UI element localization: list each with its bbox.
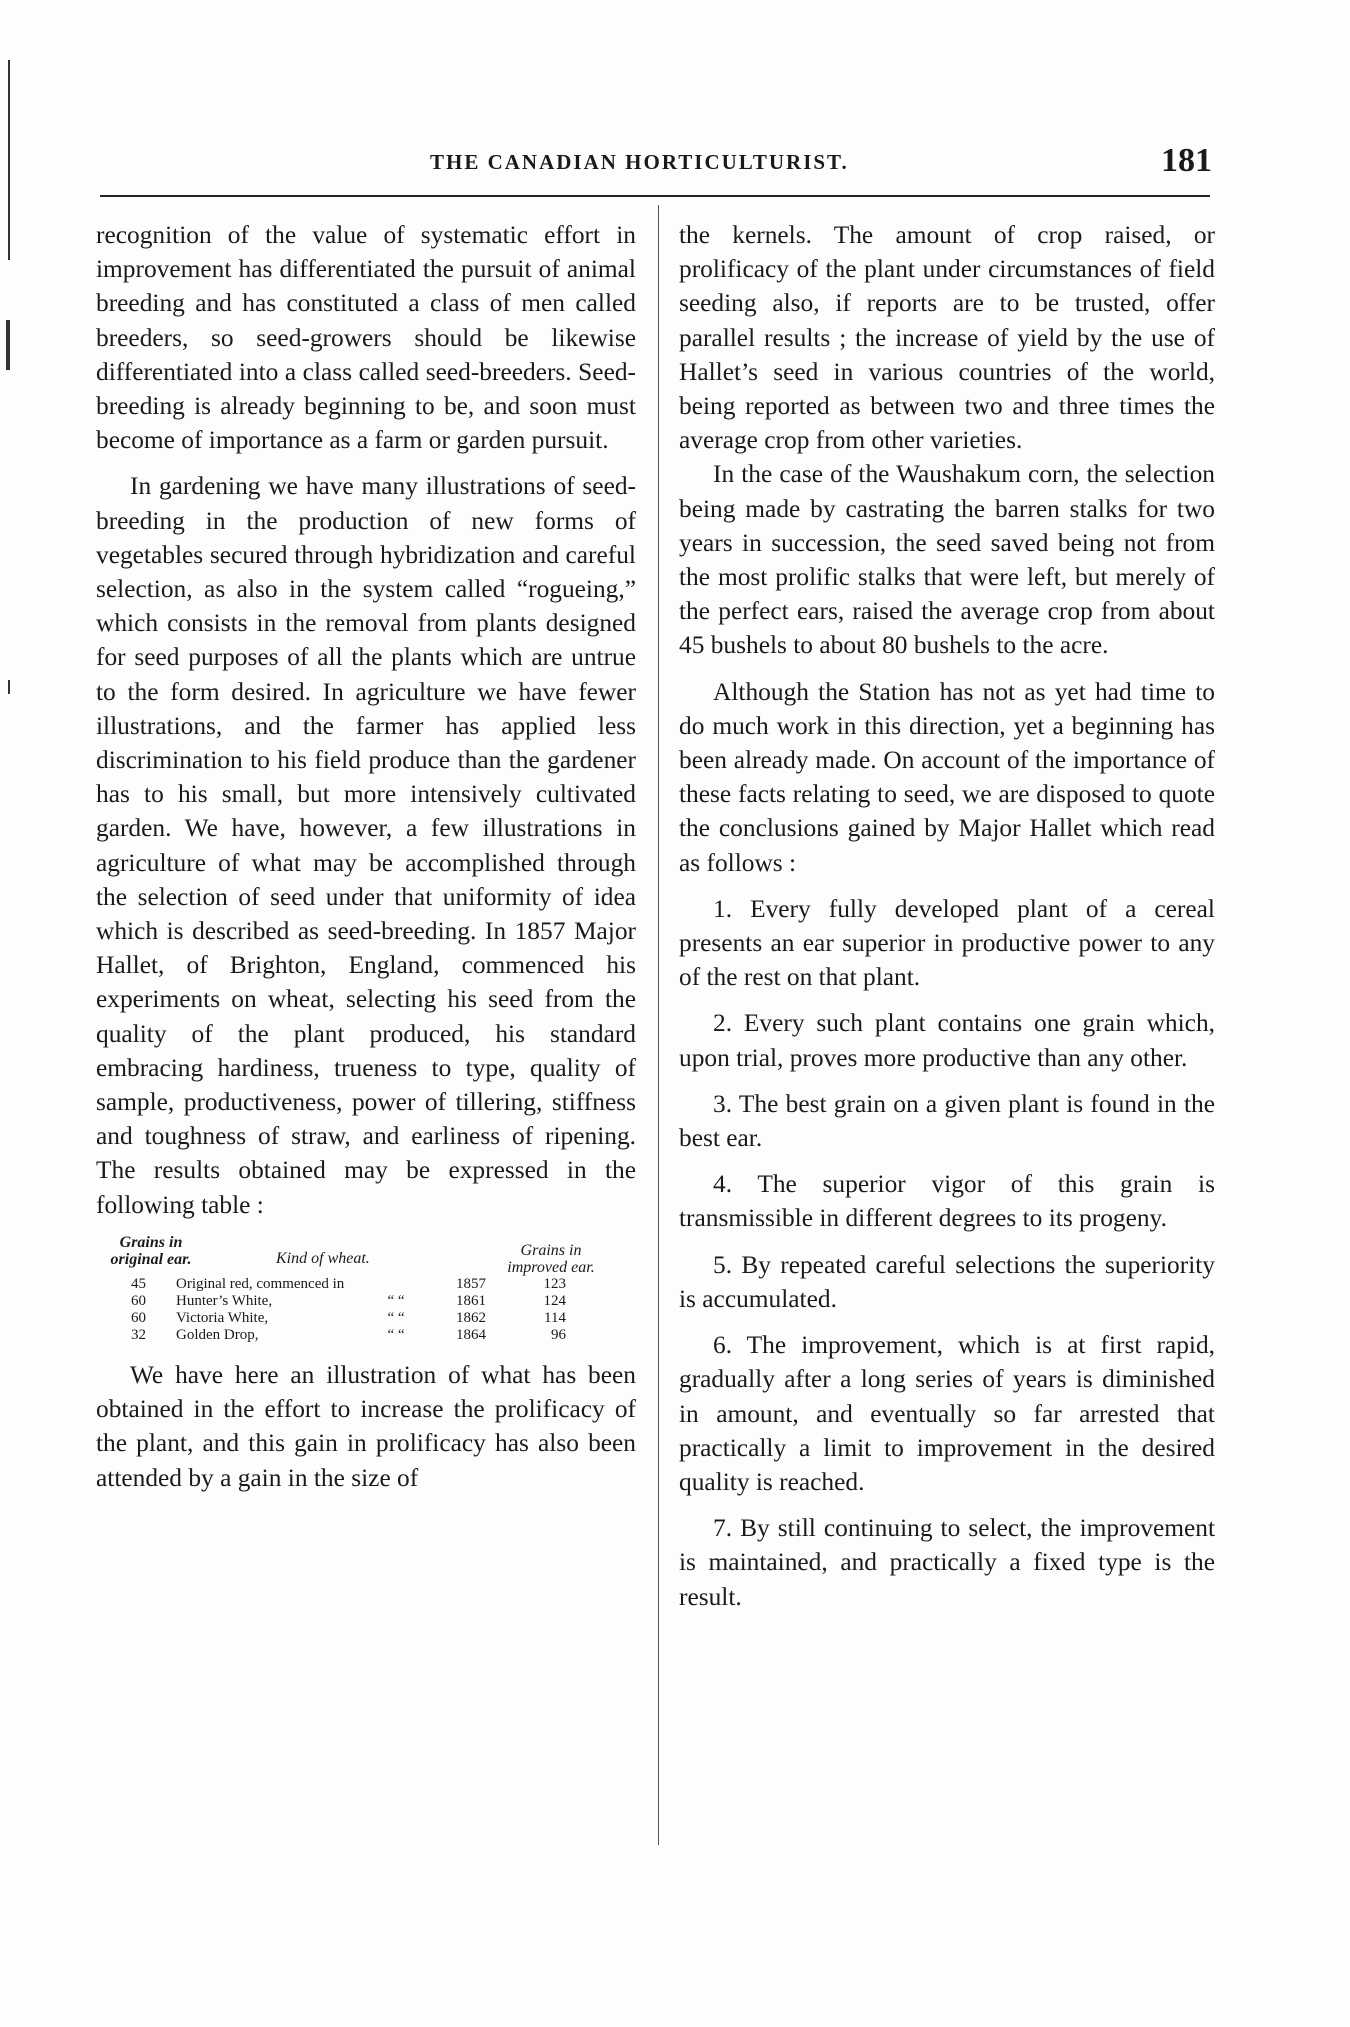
- header-kind-of-wheat: Kind of wheat.: [276, 1249, 370, 1267]
- wheat-table: [96, 1230, 636, 1344]
- cell-improved: 96: [551, 1326, 566, 1343]
- margin-scan-mark: [8, 680, 10, 694]
- paragraph: We have here an illustration of what has been obtained in the effort to increase the prolificacy of the plant, and this gain in prolificacy has also been attended by a gain in the size of: [96, 1360, 636, 1492]
- table-header: [96, 1230, 636, 1276]
- paragraph: In the case of the Waushakum corn, the selection being made by castrating the barren stalks for two years in succession, the seed saved being not from the most prolific stalks that were left, but merely of the perfect ears, raised the average crop from about 45 bushels to about 80 bushels to the acre.: [679, 460, 1215, 660]
- cell-original: 32: [131, 1326, 146, 1343]
- margin-scan-mark: [6, 320, 10, 370]
- paragraph: In gardening we have many illustrations of seed-breeding in the production of new forms of vegetables secured through hybridization and careful selection, as also in the system called “rogueing,” which consists in the removal from plants designed for seed purposes of all the plants which are untrue to the form desired. In agriculture we have fewer illustrations, and the farmer has applied less discrimination to his field produce than the gardener has to his small, but more intensively cultivated garden. We have, however, a few illustrations in agriculture of what may be accomplished through the selection of seed under that uniformity of idea which is described as seed-breeding. In 1857 Major Hallet, of Brighton, England, commenced his experiments on wheat, selecting his seed from the quality of the plant produced, his standard embracing hardiness, trueness to type, quality of sample, productiveness, power of tillering, stiffness and toughness of straw, and earliness of ripening. The results obtained may be expressed in the following table :: [96, 472, 636, 1219]
- margin-scan-mark: [8, 60, 10, 260]
- cell-kind: Victoria White,: [176, 1309, 269, 1326]
- cell-kind: Hunter’s White,: [176, 1292, 273, 1309]
- cell-improved: 114: [544, 1309, 566, 1326]
- paragraph: the kernels. The amount of crop raised, or prolificacy of the plant under circumstances of field seeding also, if reports are to be trusted, offer parallel results ; the increase of yield by the use of Hallet’s seed in various countries of the world, being reported as between two and three times the average crop from other varieties.: [679, 221, 1215, 455]
- cell-year: 1861: [456, 1292, 486, 1309]
- cell-improved: 124: [543, 1292, 566, 1309]
- cell-kind: Golden Drop,: [176, 1326, 259, 1343]
- cell-improved: 123: [543, 1275, 566, 1292]
- conclusion-item: 3. The best grain on a given plant is found in the best ear.: [679, 1089, 1215, 1153]
- cell-year: 1862: [456, 1309, 486, 1326]
- table-row: [96, 1327, 636, 1344]
- conclusion-item: 7. By still continuing to select, the improvement is maintained, and practically a fixed type is the result.: [679, 1514, 1215, 1611]
- paragraph: recognition of the value of systematic effort in improvement has differentiated the pursuit of animal breeding and has constituted a class of men called breeders, so seed-growers should be likewise differentiated into a class called seed-breeders. Seed-breeding is already beginning to be, and soon must become of importance as a farm or garden pursuit.: [96, 221, 636, 455]
- right-column: [679, 218, 1215, 1614]
- left-column: [96, 218, 636, 1495]
- table-row: [96, 1293, 636, 1310]
- running-title: THE CANADIAN HORTICULTURIST.: [430, 150, 849, 174]
- header-grains-original: Grains in original ear.: [110, 1233, 192, 1268]
- cell-ditto: “ “: [387, 1292, 405, 1309]
- conclusion-item: 6. The improvement, which is at first rapid, gradually after a long series of years is diminished in amount, and eventually so far arrested that practically a limit to improvement in the desired quality is reached.: [679, 1331, 1215, 1496]
- cell-ditto: “ “: [387, 1309, 405, 1326]
- header-rule: [100, 195, 1210, 197]
- header-grains-improved: Grains in improved ear.: [507, 1241, 595, 1276]
- cell-original: 60: [131, 1292, 146, 1309]
- page-number: 181: [1161, 142, 1212, 179]
- table-row: [96, 1276, 636, 1293]
- conclusion-item: 2. Every such plant contains one grain which, upon trial, proves more productive than any other.: [679, 1009, 1215, 1072]
- cell-year: 1857: [456, 1275, 486, 1292]
- cell-ditto: “ “: [387, 1326, 405, 1343]
- page-header: [100, 142, 1212, 192]
- conclusion-item: 5. By repeated careful selections the superiority is accumulated.: [679, 1250, 1215, 1313]
- cell-original: 45: [131, 1275, 146, 1292]
- cell-kind: Original red, commenced in: [176, 1275, 345, 1292]
- conclusion-item: 4. The superior vigor of this grain is transmissible in different degrees to its progeny.: [679, 1170, 1215, 1233]
- column-divider: [658, 205, 659, 1845]
- conclusion-item: 1. Every fully developed plant of a cereal presents an ear superior in productive power to any of the rest on that plant.: [679, 894, 1215, 992]
- cell-year: 1864: [456, 1326, 486, 1343]
- paragraph: Although the Station has not as yet had time to do much work in this direction, yet a beginning has been already made. On account of the importance of these facts relating to seed, we are disposed to quote the conclusions gained by Major Hallet which read as follows :: [679, 677, 1215, 877]
- cell-original: 60: [131, 1309, 146, 1326]
- table-row: [96, 1310, 636, 1327]
